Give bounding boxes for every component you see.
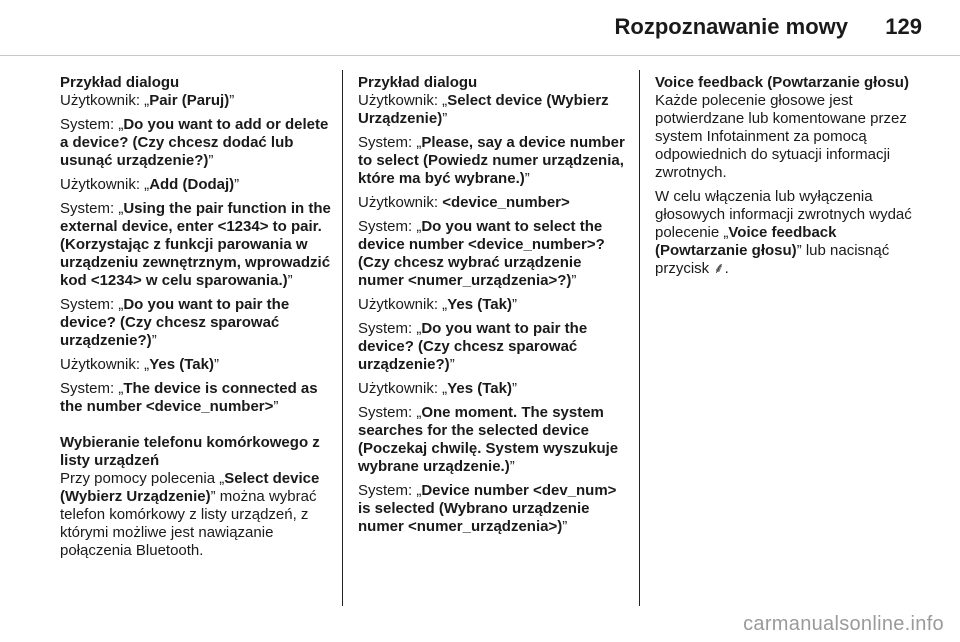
example-heading: Przykład dialogu [358,74,478,91]
dialog-line: Użytkownik: <device_number> [358,194,570,211]
dialog-line: System: „Do you want to pair the device? (Czy chcesz sparować urządzenie?)” [60,296,290,349]
column-2 [358,74,626,542]
page-title: Rozpoznawanie mowy [614,14,848,39]
page-number: 129 [885,14,922,39]
header-rule [0,55,960,56]
paragraph: Przy pomocy polecenia „Select device (Wybierz Urządzenie)” można wybrać telefon komórkowy z listy urządzeń, z którymi możliwe jest nawiązanie połączenia Bluetooth. [60,470,320,559]
dialog-line: Użytkownik: „Select device (Wybierz Urządzenie)” [358,92,609,127]
column-1 [60,74,332,566]
dialog-line: System: „Device number <dev_num> is selected (Wybrano urządzenie numer <numer_urządzenia>)” [358,482,617,535]
voice-button-icon: ⸙ [713,260,725,277]
dialog-line: Użytkownik: „Pair (Paruj)” [60,92,235,109]
dialog-line: System: „The device is connected as the number <device_number>” [60,380,318,415]
paragraph: W celu włączenia lub wyłączenia głosowych informacji zwrotnych wydać polecenie „Voice feedback (Powtarzanie głosu)” lub nacisnąć przycisk ⸙. [655,188,912,277]
dialog-line: System: „Please, say a device number to select (Powiedz numer urządzenia, które ma być wybrane.)” [358,134,625,187]
dialog-line: Użytkownik: „Yes (Tak)” [358,380,517,397]
dialog-line: Użytkownik: „Yes (Tak)” [358,296,517,313]
dialog-line: System: „Using the pair function in the external device, enter <1234> to pair. (Korzystając z funkcji parowania w urządzeniu zewnętrznym, wprowadzić kod <1234> w celu sparowania.)” [60,200,331,289]
dialog-line: Użytkownik: „Add (Dodaj)” [60,176,240,193]
page-header [0,0,960,56]
watermark: carmanualsonline.info [743,613,944,635]
example-heading: Przykład dialogu [60,74,180,91]
column-divider [342,70,343,606]
column-divider [639,70,640,606]
dialog-line: System: „Do you want to add or delete a device? (Czy chcesz dodać lub usunąć urządzenie?)” [60,116,329,169]
dialog-line: Użytkownik: „Yes (Tak)” [60,356,219,373]
dialog-line: System: „Do you want to select the device number <device_number>? (Czy chcesz wybrać urządzenie numer <numer_urządzenia>?)” [358,218,605,289]
column-3 [655,74,925,284]
paragraph: Każde polecenie głosowe jest potwierdzane lub komentowane przez system Infotainment za pomocą odpowiednich do sytuacji informacji zwrotnych. [655,92,907,181]
section-heading: Wybieranie telefonu komórkowego z listy urządzeń [60,434,320,469]
section-heading: Voice feedback (Powtarzanie głosu) [655,74,909,91]
dialog-line: System: „Do you want to pair the device? (Czy chcesz sparować urządzenie?)” [358,320,588,373]
dialog-line: System: „One moment. The system searches for the selected device (Poczekaj chwilę. System wyszukuje wybrane urządzenie.)” [358,404,619,475]
